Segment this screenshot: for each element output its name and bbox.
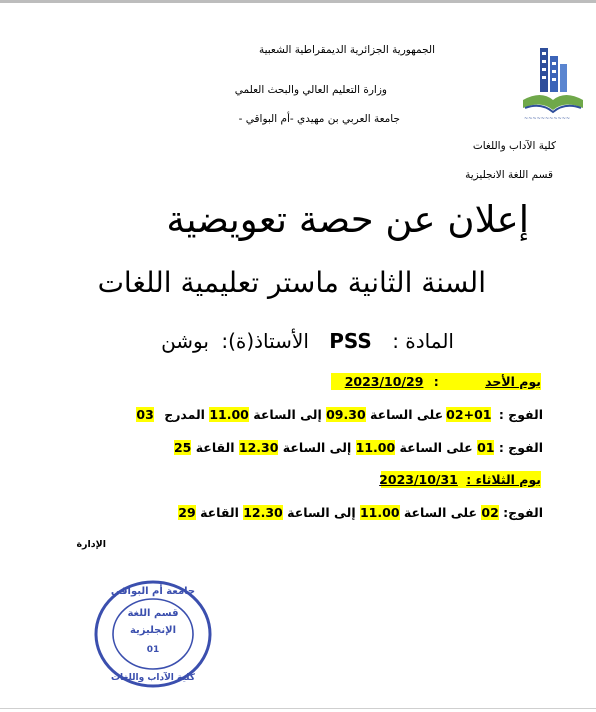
stamp-text-mid2: الإنجليزية (129, 625, 177, 636)
row1-to-time: 11.00 (209, 407, 249, 422)
row3-to-label: إلى الساعة (287, 505, 356, 520)
row3-room-label: القاعة (200, 505, 239, 520)
header-republic: الجمهورية الجزائرية الديمقراطية الشعبية (258, 44, 435, 56)
day1-heading (331, 373, 541, 390)
row2-group: 01 (477, 440, 495, 455)
department-stamp (92, 578, 214, 690)
subject-value: PSS (329, 329, 372, 353)
schedule-row-3 (178, 505, 543, 520)
stamp-text-num: 01 (146, 645, 160, 655)
row1-from-time: 09.30 (326, 407, 366, 422)
header-ministry: وزارة التعليم العالي والبحث العلمي (234, 84, 387, 96)
row3-group: 02 (481, 505, 499, 520)
header-department: قسم اللغة الانجليزية (465, 169, 553, 181)
svg-text:~~~~~~~~~~~: ~~~~~~~~~~~ (524, 116, 571, 122)
administration-signature: الإدارة (76, 539, 106, 550)
teacher-label: الأستاذ(ة): (221, 329, 309, 353)
schedule-row-2 (174, 440, 543, 455)
row1-prefix: الفوج : (498, 407, 543, 422)
row2-prefix: الفوج : (498, 440, 543, 455)
row2-room-label: القاعة (195, 440, 235, 455)
day2-label: يوم الثلاثاء : (466, 472, 541, 487)
page-title: إعلان عن حصة تعويضية (166, 198, 529, 241)
row1-group: 01+02 (446, 407, 492, 422)
row1-to-label: إلى الساعة (253, 407, 322, 422)
row2-from-time: 11.00 (355, 440, 396, 455)
day1-label: يوم الأحد (485, 374, 541, 389)
row2-to-time: 12.30 (238, 440, 279, 455)
row2-to-label: إلى الساعة (282, 440, 352, 455)
day1-date: 2023/10/29 (344, 374, 424, 389)
row3-to-time: 12.30 (243, 505, 283, 520)
row1-room: 03 (136, 407, 154, 422)
schedule-row-1 (136, 407, 543, 422)
header-university: جامعة العربي بن مهيدي -أم البواقي - (238, 113, 400, 125)
top-border (0, 0, 596, 3)
row3-from-time: 11.00 (359, 505, 400, 520)
day2-date: 2023/10/31 (379, 472, 458, 487)
row3-prefix: الفوج: (503, 505, 543, 520)
page-subtitle: السنة الثانية ماستر تعليمية اللغات (97, 266, 486, 299)
stamp-text-bottom: كلية الآداب واللغات (110, 673, 196, 683)
row3-from-label: على الساعة (403, 505, 478, 520)
bottom-border (0, 708, 596, 709)
teacher-value: بوشن (161, 329, 209, 353)
row1-room-label: المدرج (164, 407, 205, 422)
university-logo (519, 42, 587, 124)
day1-separator: : (433, 374, 439, 389)
subject-label: المادة : (392, 329, 454, 353)
subject-row (161, 329, 454, 353)
stamp-text-top: جامعة أم البواقي (110, 586, 196, 597)
header-faculty: كلية الآداب واللغات (472, 140, 556, 152)
row1-from-label: على الساعة (370, 407, 444, 422)
stamp-text-mid1: قسم اللغة (127, 608, 179, 619)
row3-room: 29 (178, 505, 196, 520)
day2-heading (381, 471, 541, 488)
row2-from-label: على الساعة (399, 440, 473, 455)
row2-room: 25 (173, 440, 192, 455)
